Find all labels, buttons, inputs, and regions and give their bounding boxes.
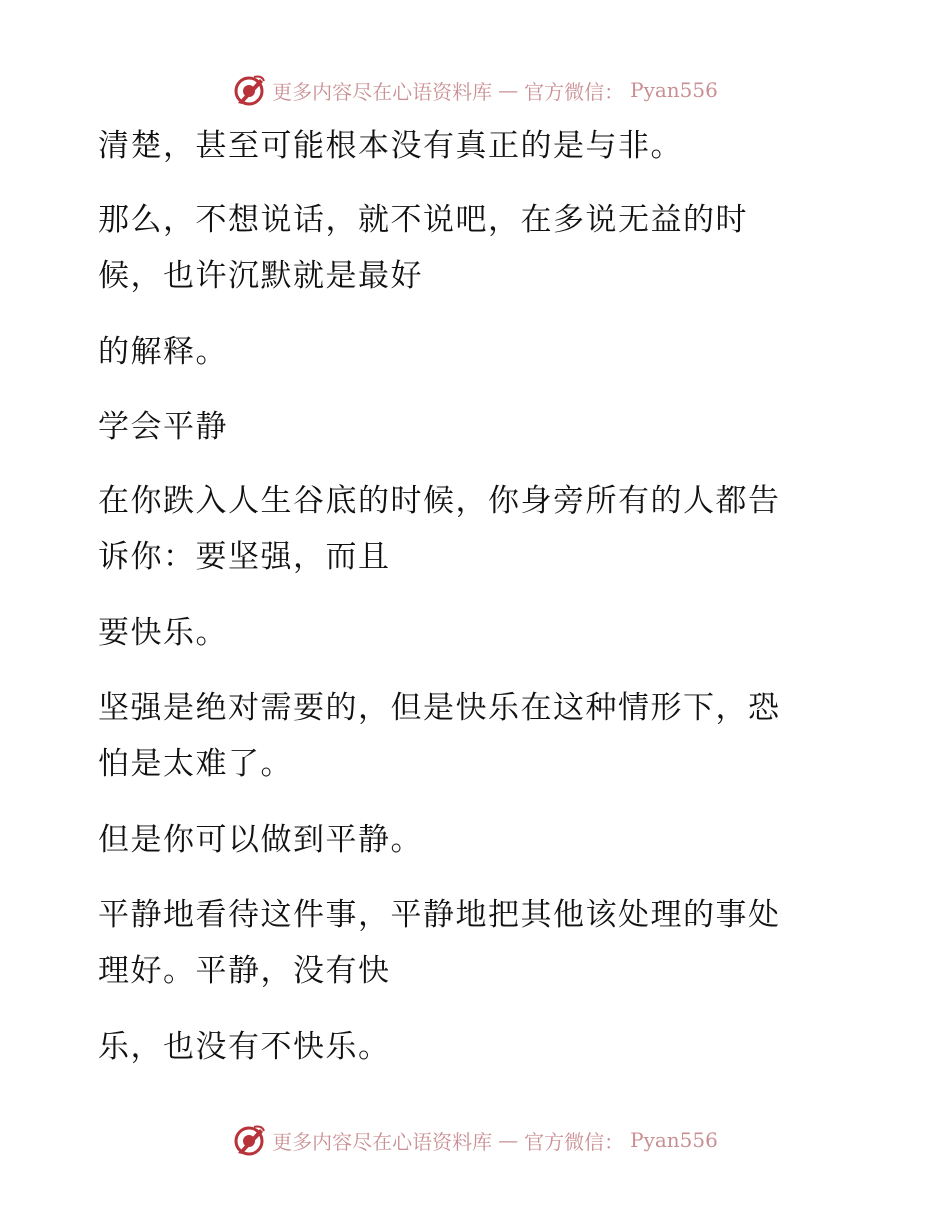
body-line: 平静地看待这件事，平静地把其他该处理的事处 xyxy=(98,897,781,933)
body-line: 在你跌入人生谷底的时候，你身旁所有的人都告 xyxy=(98,483,781,519)
header-separator: — xyxy=(498,78,519,102)
quill-logo-icon xyxy=(232,73,266,107)
body-line: 诉你：要坚强，而且 xyxy=(98,539,391,575)
footer-separator: — xyxy=(498,1128,519,1152)
body-line: 坚强是绝对需要的，但是快乐在这种情形下，恐 xyxy=(98,690,781,726)
footer-contact-id: Pyan556 xyxy=(630,1128,718,1152)
footer-banner-inner xyxy=(232,1123,718,1157)
body-line: 清楚，甚至可能根本没有真正的是与非。 xyxy=(98,128,683,164)
footer-contact-text: 官方微信： xyxy=(524,1129,625,1154)
header-contact-id: Pyan556 xyxy=(630,78,718,102)
footer-banner xyxy=(0,1120,950,1160)
header-contact-text: 官方微信： xyxy=(524,79,625,104)
body-line: 要快乐。 xyxy=(98,615,228,651)
body-line: 候，也许沉默就是最好 xyxy=(98,258,423,294)
header-banner-inner xyxy=(232,73,718,107)
quill-logo-icon xyxy=(232,1123,266,1157)
body-line: 乐，也没有不快乐。 xyxy=(98,1029,391,1065)
header-banner xyxy=(0,70,950,110)
body-line: 怕是太难了。 xyxy=(98,746,293,782)
body-line: 学会平静 xyxy=(98,409,228,445)
footer-brand-text: 更多内容尽在心语资料库 xyxy=(272,1129,493,1154)
body-line: 但是你可以做到平静。 xyxy=(98,822,423,858)
body-line: 那么，不想说话，就不说吧，在多说无益的时 xyxy=(98,202,748,238)
header-brand-text: 更多内容尽在心语资料库 xyxy=(272,79,493,104)
body-line: 理好。平静，没有快 xyxy=(98,953,391,989)
body-line: 的解释。 xyxy=(98,334,228,370)
